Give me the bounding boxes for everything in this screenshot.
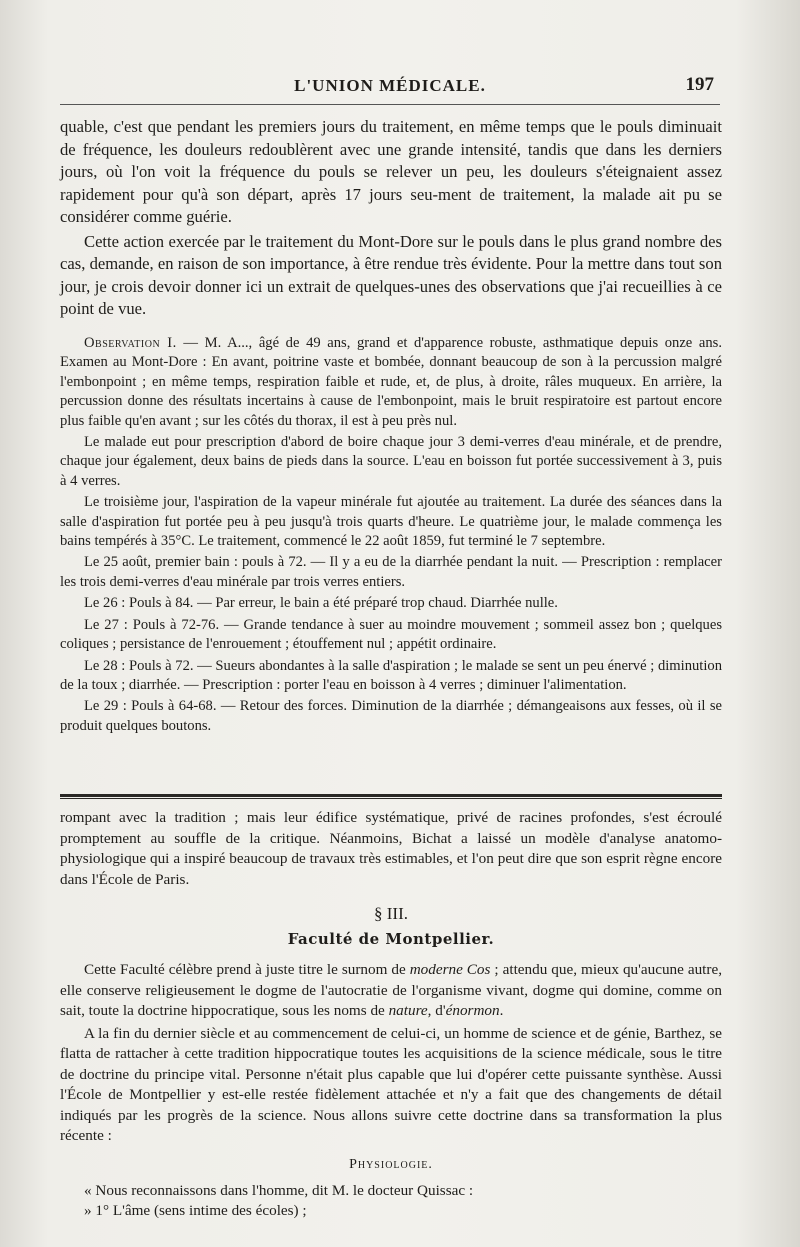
lower-text-block (60, 808, 722, 1222)
observation-text: — M. A..., âgé de 49 ans, grand et d'apparence robuste, asthmatique depuis onze ans. Examen au Mont-Dore : En avant, poitrine vaste et bombée, donnant beaucoup de son à la percussion malgré l'embonpoint ; en même temps, respiration faible et rude, et, de plus, à droite, râles muqueux. En arrière, la percussion donne des résultats incertains à cause de l'embonpoint, mais le bruit respiratoire est partout encore plus faible qu'en avant ; sur les côtés du thorax, il est à peu près nul. (60, 335, 722, 429)
paragraph: rompant avec la tradition ; mais leur édifice systématique, privé de racines profondes, s'est écroulé promptement au souffle de la critique. Néanmoins, Bichat a laissé un modèle d'analyse anatomo-physiologique qui a inspiré beaucoup de travaux très estimables, et l'on peut dire que son esprit règne encore dans l'École de Paris. (60, 809, 722, 888)
faculty-title: Faculté de Montpellier. (287, 930, 495, 948)
observation-paragraph: Le 26 : Pouls à 84. — Par erreur, le bain a été préparé trop chaud. Diarrhée nulle. (84, 595, 558, 612)
top-text-block (60, 116, 722, 321)
paragraph: Cette action exercée par le traitement du Mont-Dore sur le pouls dans le plus grand nombre des cas, demande, en raison de son importance, à être rendue très évidente. Pour la mettre dans tout son jour, je crois devoir donner ici un extrait de quelques-unes des observations que j'ai recueillies à ce point de vue. (60, 231, 722, 318)
quote-line: » 1° L'âme (sens intime des écoles) ; (84, 1202, 307, 1219)
observation-paragraph: Le 25 août, premier bain : pouls à 72. — Il y a eu de la diarrhée pendant la nuit. — Prescription : remplacer les trois demi-verres d'eau minérale par trois verres entiers. (60, 554, 722, 590)
observation-paragraph: Le 28 : Pouls à 72. — Sueurs abondantes à la salle d'aspiration ; le malade se sent un peu énervé ; diminution de la toux ; diarrhée. — Prescription : porter l'eau en boisson à 4 verres ; diminuer l'alimentation. (60, 657, 722, 693)
observation-paragraph: Le malade eut pour prescription d'abord de boire chaque jour 3 demi-verres d'eau minérale, et de prendre, chaque jour également, deux bains de pieds dans la source. L'eau en boisson fut portée successivement à 3, puis à 4 verres. (60, 434, 722, 489)
paragraph (60, 960, 722, 1022)
italic-run: moderne Cos (409, 961, 491, 978)
observation-paragraph: Le 27 : Pouls à 72-76. — Grande tendance à suer au moindre mouvement ; sommeil assez bon ; quelques coliques ; persistance de l'enrouement ; étouffement nul ; appétit ordinaire. (60, 616, 722, 653)
italic-run: nature (388, 1002, 428, 1019)
text-run: , d' (427, 1002, 446, 1019)
section-number: § III. (374, 904, 408, 923)
text-run: ; attendu que, mieux qu'aucune autre, elle conserve religieusement le dogme de l'autocratie de l'organisme vivant, dogme qui domine, comme on sait, toute la doctrine hippocratique, sous les noms de (60, 961, 723, 1019)
running-title: L'UNION MÉDICALE. (294, 76, 486, 95)
italic-run: énormon (445, 1002, 500, 1019)
section-separator (60, 794, 722, 799)
observation-label: Observation I. (84, 335, 177, 351)
running-header (60, 72, 720, 102)
text-run: Cette Faculté célèbre prend à juste titre le surnom de (84, 961, 410, 978)
observation-paragraph (60, 334, 722, 431)
paragraph: A la fin du dernier siècle et au commencement de celui-ci, un homme de science et de génie, Barthez, se flatta de rattacher à cette tradition hippocratique toutes les acquisitions de la science médicale, sous le titre de doctrine du principe vital. Personne n'était plus capable que lui d'opérer cette puissante synthèse. Aussi l'École de Montpellier y est-elle restée fidèlement attachée et n'y a fait que des changements de détail indiqués par les progrès de la science. Nous allons suivre cette doctrine dans sa transformation la plus récente : (60, 1024, 722, 1144)
observation-block (60, 334, 722, 736)
text-run: . (499, 1002, 504, 1019)
page-number: 197 (685, 74, 714, 95)
header-rule (60, 104, 720, 105)
observation-paragraph: Le troisième jour, l'aspiration de la vapeur minérale fut ajoutée au traitement. La durée des séances dans la salle d'aspiration fut portée peu à peu jusqu'à trois quarts d'heure. Le quatrième jour, le malade commença les bains tempérés à 35°C. Le traitement, commencé le 22 août 1859, fut terminé le 7 septembre. (60, 494, 722, 550)
physiology-heading: Physiologie. (349, 1156, 433, 1172)
observation-paragraph: Le 29 : Pouls à 64-68. — Retour des forces. Diminution de la diarrhée ; démangeaisons aux fesses, où il se produit quelques boutons. (60, 698, 722, 734)
paragraph: quable, c'est que pendant les premiers jours du traitement, en même temps que le pouls diminuait de fréquence, les douleurs redoublèrent avec une grande intensité, tandis que dans les derniers jours, où l'on voit la fréquence du pouls se relever un peu, les douleurs s'éteignaient assez rapidement pour qu'à son départ, après 17 jours seu-ment de traitement, la malade ait pu se considérer comme guérie. (60, 117, 722, 226)
quote-line: « Nous reconnaissons dans l'homme, dit M. le docteur Quissac : (84, 1181, 474, 1199)
